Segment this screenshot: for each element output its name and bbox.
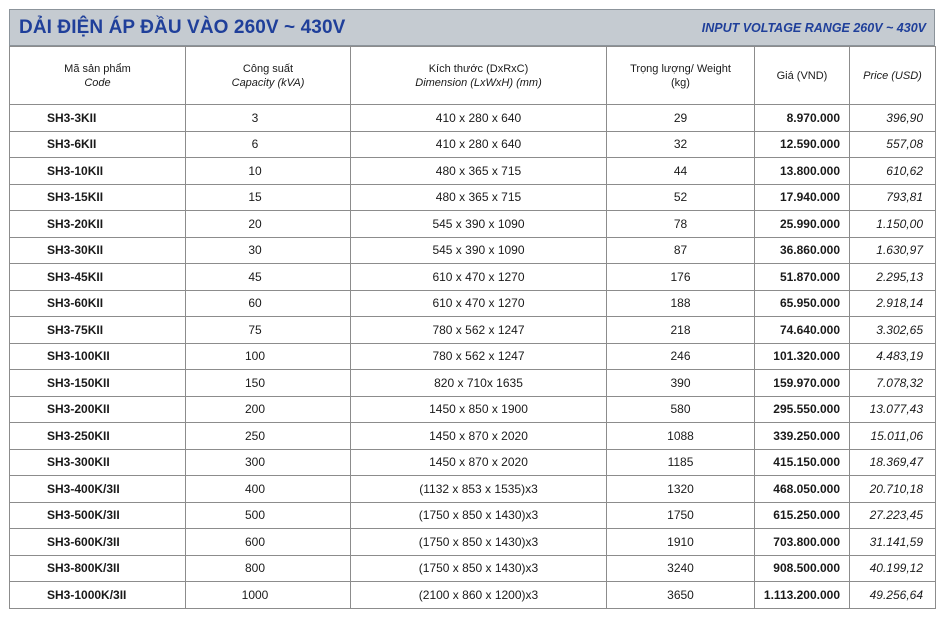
table-row [10, 370, 936, 397]
cell-price-vnd: 65.950.000 [755, 290, 850, 317]
cell-price-vnd: 74.640.000 [755, 317, 850, 344]
cell-code: SH3-600K/3II [10, 529, 186, 556]
cell-weight: 1320 [607, 476, 755, 503]
cell-code: SH3-6KII [10, 131, 186, 158]
cell-price-usd: 793,81 [850, 184, 936, 211]
cell-price-vnd: 8.970.000 [755, 105, 850, 132]
cell-weight: 188 [607, 290, 755, 317]
page-title: DẢI ĐIỆN ÁP ĐẦU VÀO 260V ~ 430V [19, 16, 346, 38]
cell-code: SH3-60KII [10, 290, 186, 317]
cell-price-usd: 1.150,00 [850, 211, 936, 238]
cell-dimension: 545 x 390 x 1090 [351, 211, 607, 238]
cell-capacity: 60 [186, 290, 351, 317]
header-price-usd: Price (USD) [850, 47, 936, 105]
cell-weight: 44 [607, 158, 755, 185]
cell-price-vnd: 36.860.000 [755, 237, 850, 264]
cell-dimension: 545 x 390 x 1090 [351, 237, 607, 264]
table-header-row [10, 47, 936, 105]
cell-weight: 78 [607, 211, 755, 238]
cell-price-usd: 610,62 [850, 158, 936, 185]
cell-price-vnd: 415.150.000 [755, 449, 850, 476]
cell-capacity: 500 [186, 502, 351, 529]
cell-capacity: 15 [186, 184, 351, 211]
table-row [10, 423, 936, 450]
cell-price-usd: 49.256,64 [850, 582, 936, 609]
page-subtitle: INPUT VOLTAGE RANGE 260V ~ 430V [701, 20, 926, 35]
table-row [10, 158, 936, 185]
cell-price-vnd: 159.970.000 [755, 370, 850, 397]
header-price-vnd: Giá (VND) [755, 47, 850, 105]
cell-dimension: (1750 x 850 x 1430)x3 [351, 555, 607, 582]
cell-price-vnd: 25.990.000 [755, 211, 850, 238]
cell-code: SH3-400K/3II [10, 476, 186, 503]
cell-code: SH3-3KII [10, 105, 186, 132]
cell-code: SH3-150KII [10, 370, 186, 397]
cell-capacity: 400 [186, 476, 351, 503]
header-code [10, 47, 186, 105]
header-code-vn: Mã sản phẩm [64, 62, 131, 75]
cell-price-vnd: 51.870.000 [755, 264, 850, 291]
cell-weight: 1910 [607, 529, 755, 556]
cell-weight: 218 [607, 317, 755, 344]
cell-price-vnd: 468.050.000 [755, 476, 850, 503]
cell-price-usd: 40.199,12 [850, 555, 936, 582]
table-body [10, 105, 936, 609]
cell-weight: 87 [607, 237, 755, 264]
cell-dimension: 1450 x 870 x 2020 [351, 423, 607, 450]
cell-price-usd: 3.302,65 [850, 317, 936, 344]
cell-weight: 1185 [607, 449, 755, 476]
cell-dimension: (1132 x 853 x 1535)x3 [351, 476, 607, 503]
table-row [10, 105, 936, 132]
cell-dimension: 610 x 470 x 1270 [351, 290, 607, 317]
cell-price-vnd: 703.800.000 [755, 529, 850, 556]
cell-code: SH3-800K/3II [10, 555, 186, 582]
cell-price-usd: 4.483,19 [850, 343, 936, 370]
title-bar [9, 9, 935, 46]
table-row [10, 502, 936, 529]
cell-capacity: 20 [186, 211, 351, 238]
cell-weight: 246 [607, 343, 755, 370]
table-row [10, 529, 936, 556]
cell-dimension: (2100 x 860 x 1200)x3 [351, 582, 607, 609]
cell-dimension: 480 x 365 x 715 [351, 184, 607, 211]
header-weight [607, 47, 755, 105]
cell-code: SH3-20KII [10, 211, 186, 238]
cell-capacity: 100 [186, 343, 351, 370]
cell-capacity: 10 [186, 158, 351, 185]
cell-capacity: 30 [186, 237, 351, 264]
header-capacity [186, 47, 351, 105]
cell-dimension: (1750 x 850 x 1430)x3 [351, 502, 607, 529]
cell-code: SH3-75KII [10, 317, 186, 344]
table-row [10, 184, 936, 211]
cell-code: SH3-45KII [10, 264, 186, 291]
cell-dimension: 410 x 280 x 640 [351, 105, 607, 132]
cell-code: SH3-300KII [10, 449, 186, 476]
cell-price-vnd: 101.320.000 [755, 343, 850, 370]
cell-capacity: 200 [186, 396, 351, 423]
cell-capacity: 250 [186, 423, 351, 450]
price-table [9, 46, 936, 609]
header-weight-unit: (kg) [671, 76, 690, 89]
cell-dimension: 1450 x 850 x 1900 [351, 396, 607, 423]
cell-dimension: 1450 x 870 x 2020 [351, 449, 607, 476]
header-weight-vn: Trọng lượng/ Weight [630, 62, 731, 75]
cell-price-usd: 15.011,06 [850, 423, 936, 450]
cell-weight: 3650 [607, 582, 755, 609]
cell-code: SH3-1000K/3II [10, 582, 186, 609]
header-dimension-en: Dimension (LxWxH) (mm) [415, 76, 542, 89]
header-capacity-en: Capacity (kVA) [231, 76, 305, 89]
cell-price-usd: 18.369,47 [850, 449, 936, 476]
table-row [10, 476, 936, 503]
cell-code: SH3-30KII [10, 237, 186, 264]
table-row [10, 343, 936, 370]
cell-price-vnd: 12.590.000 [755, 131, 850, 158]
table-row [10, 290, 936, 317]
cell-price-usd: 2.918,14 [850, 290, 936, 317]
header-dimension [351, 47, 607, 105]
cell-price-usd: 27.223,45 [850, 502, 936, 529]
cell-price-vnd: 13.800.000 [755, 158, 850, 185]
cell-dimension: 780 x 562 x 1247 [351, 317, 607, 344]
table-row [10, 317, 936, 344]
header-dimension-vn: Kích thước (DxRxC) [428, 62, 529, 75]
table-row [10, 264, 936, 291]
cell-price-vnd: 908.500.000 [755, 555, 850, 582]
cell-price-vnd: 615.250.000 [755, 502, 850, 529]
cell-capacity: 600 [186, 529, 351, 556]
cell-dimension: 610 x 470 x 1270 [351, 264, 607, 291]
cell-price-usd: 20.710,18 [850, 476, 936, 503]
cell-capacity: 1000 [186, 582, 351, 609]
cell-weight: 3240 [607, 555, 755, 582]
cell-dimension: 480 x 365 x 715 [351, 158, 607, 185]
cell-price-usd: 2.295,13 [850, 264, 936, 291]
table-row [10, 555, 936, 582]
cell-capacity: 300 [186, 449, 351, 476]
table-row [10, 237, 936, 264]
cell-code: SH3-10KII [10, 158, 186, 185]
cell-weight: 1750 [607, 502, 755, 529]
cell-weight: 29 [607, 105, 755, 132]
cell-price-vnd: 339.250.000 [755, 423, 850, 450]
cell-capacity: 45 [186, 264, 351, 291]
table-row [10, 582, 936, 609]
cell-capacity: 3 [186, 105, 351, 132]
cell-price-vnd: 295.550.000 [755, 396, 850, 423]
cell-code: SH3-100KII [10, 343, 186, 370]
cell-weight: 1088 [607, 423, 755, 450]
cell-code: SH3-500K/3II [10, 502, 186, 529]
price-table-container [9, 9, 935, 609]
cell-weight: 52 [607, 184, 755, 211]
cell-price-usd: 396,90 [850, 105, 936, 132]
cell-capacity: 150 [186, 370, 351, 397]
cell-weight: 580 [607, 396, 755, 423]
cell-weight: 176 [607, 264, 755, 291]
header-code-en: Code [84, 76, 111, 89]
cell-code: SH3-15KII [10, 184, 186, 211]
cell-price-usd: 557,08 [850, 131, 936, 158]
cell-price-usd: 1.630,97 [850, 237, 936, 264]
cell-price-usd: 13.077,43 [850, 396, 936, 423]
table-row [10, 211, 936, 238]
cell-price-vnd: 17.940.000 [755, 184, 850, 211]
cell-weight: 32 [607, 131, 755, 158]
cell-capacity: 800 [186, 555, 351, 582]
cell-dimension: (1750 x 850 x 1430)x3 [351, 529, 607, 556]
cell-dimension: 820 x 710x 1635 [351, 370, 607, 397]
cell-dimension: 780 x 562 x 1247 [351, 343, 607, 370]
table-row [10, 396, 936, 423]
cell-price-usd: 31.141,59 [850, 529, 936, 556]
cell-code: SH3-250KII [10, 423, 186, 450]
cell-weight: 390 [607, 370, 755, 397]
table-row [10, 131, 936, 158]
cell-capacity: 75 [186, 317, 351, 344]
table-row [10, 449, 936, 476]
cell-dimension: 410 x 280 x 640 [351, 131, 607, 158]
cell-code: SH3-200KII [10, 396, 186, 423]
header-capacity-vn: Công suất [242, 62, 294, 75]
cell-price-vnd: 1.113.200.000 [755, 582, 850, 609]
cell-price-usd: 7.078,32 [850, 370, 936, 397]
cell-capacity: 6 [186, 131, 351, 158]
